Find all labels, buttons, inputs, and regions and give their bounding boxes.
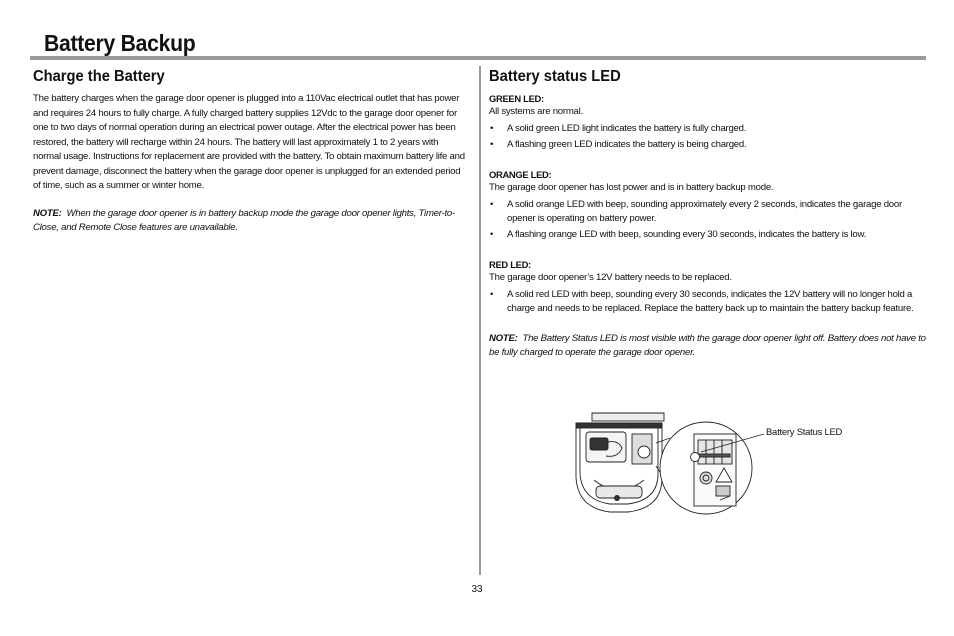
- charge-note-label: NOTE:: [33, 207, 62, 219]
- screw-icon: [615, 496, 620, 501]
- charge-note-text: When the garage door opener is in battery backup mode the garage door opener lights, Timer-to-Close, and Remote Close features are unavailable.: [33, 207, 455, 233]
- status-note: [489, 332, 927, 361]
- bullet-icon: •: [490, 139, 494, 150]
- status-section: [489, 68, 927, 361]
- title-rule: [30, 56, 926, 60]
- rail-bracket: [592, 413, 664, 421]
- orange-led-bullet-2: A flashing orange LED with beep, sounding every 30 seconds, indicates the battery is low.: [507, 229, 867, 240]
- panel-stripe: [699, 454, 730, 457]
- panel-label-area: [698, 440, 732, 464]
- callout-magnifier: [656, 422, 764, 514]
- green-led-bullet-2: A flashing green LED indicates the battery is being charged.: [507, 139, 747, 150]
- bullet-icon: •: [490, 122, 494, 134]
- status-note-text: The Battery Status LED is most visible with the garage door opener light off. Battery does not have to be fully charged to operate the garage door opener.: [489, 332, 926, 358]
- charge-note: [33, 207, 467, 236]
- red-led-bullet-1: A solid red LED with beep, sounding every 30 seconds, indicates the 12V battery will no longer hold a charge and needs to be replaced. Replace the battery back up to maintain the battery backup feature.: [507, 288, 914, 314]
- orange-led-label: ORANGE LED:: [489, 169, 552, 180]
- opener-unit: [576, 413, 664, 512]
- list-item: [489, 228, 927, 242]
- orange-led-desc: The garage door opener has lost power and is in battery backup mode.: [489, 182, 774, 193]
- red-led-label: RED LED:: [489, 259, 531, 270]
- battery-connector: [590, 438, 608, 450]
- orange-led-bullet-1: A solid orange LED with beep, sounding approximately every 2 seconds, indicates the garage door opener is operating on battery power.: [507, 198, 902, 224]
- learn-button-icon: [700, 472, 712, 484]
- list-item: [489, 138, 927, 152]
- status-heading: Battery status LED: [489, 68, 621, 85]
- charge-heading: Charge the Battery: [33, 68, 165, 85]
- battery-status-led-callout: Battery Status LED: [766, 426, 843, 437]
- page-title: Battery Backup: [44, 30, 196, 56]
- green-led-bullet-1: A solid green LED light indicates the battery is fully charged.: [507, 122, 747, 134]
- list-item: [489, 288, 927, 316]
- battery-status-led-icon: [691, 453, 700, 462]
- bullet-icon: •: [490, 198, 494, 210]
- panel-plug-icon: [716, 486, 730, 496]
- green-led-label: GREEN LED:: [489, 93, 544, 104]
- green-led-desc: All systems are normal.: [489, 106, 583, 117]
- status-note-label: NOTE:: [489, 332, 518, 344]
- bullet-icon: •: [490, 288, 494, 300]
- opener-top-band: [576, 423, 662, 428]
- orange-led-list: [489, 198, 927, 243]
- charge-body: The battery charges when the garage door opener is plugged into a 110Vac electrical outlet that has power and requires 24 hours to fully charge. A fully charged battery supplies 12Vdc to the garage door opener for one to two days of normal operation during an electrical power outage. After the electrical power has been restored, the battery will recharge within 24 hours. The battery will last approximately 1 to 2 years with normal usage. Instructions for replacement are provided with the battery. To obtain maximum battery life and prevent damage, disconnect the battery when the garage door opener is unplugged for an extended period of time, such as a summer or winter home.: [33, 93, 465, 191]
- bullet-icon: •: [490, 229, 494, 240]
- side-panel-knob: [638, 446, 650, 458]
- page-number: 33: [471, 584, 483, 595]
- red-led-desc: The garage door opener’s 12V battery needs to be replaced.: [489, 272, 732, 283]
- red-led-list: [489, 288, 927, 316]
- charge-section: [33, 68, 467, 236]
- list-item: [489, 122, 927, 136]
- column-divider: [479, 66, 481, 575]
- list-item: [489, 198, 927, 226]
- green-led-list: [489, 122, 927, 153]
